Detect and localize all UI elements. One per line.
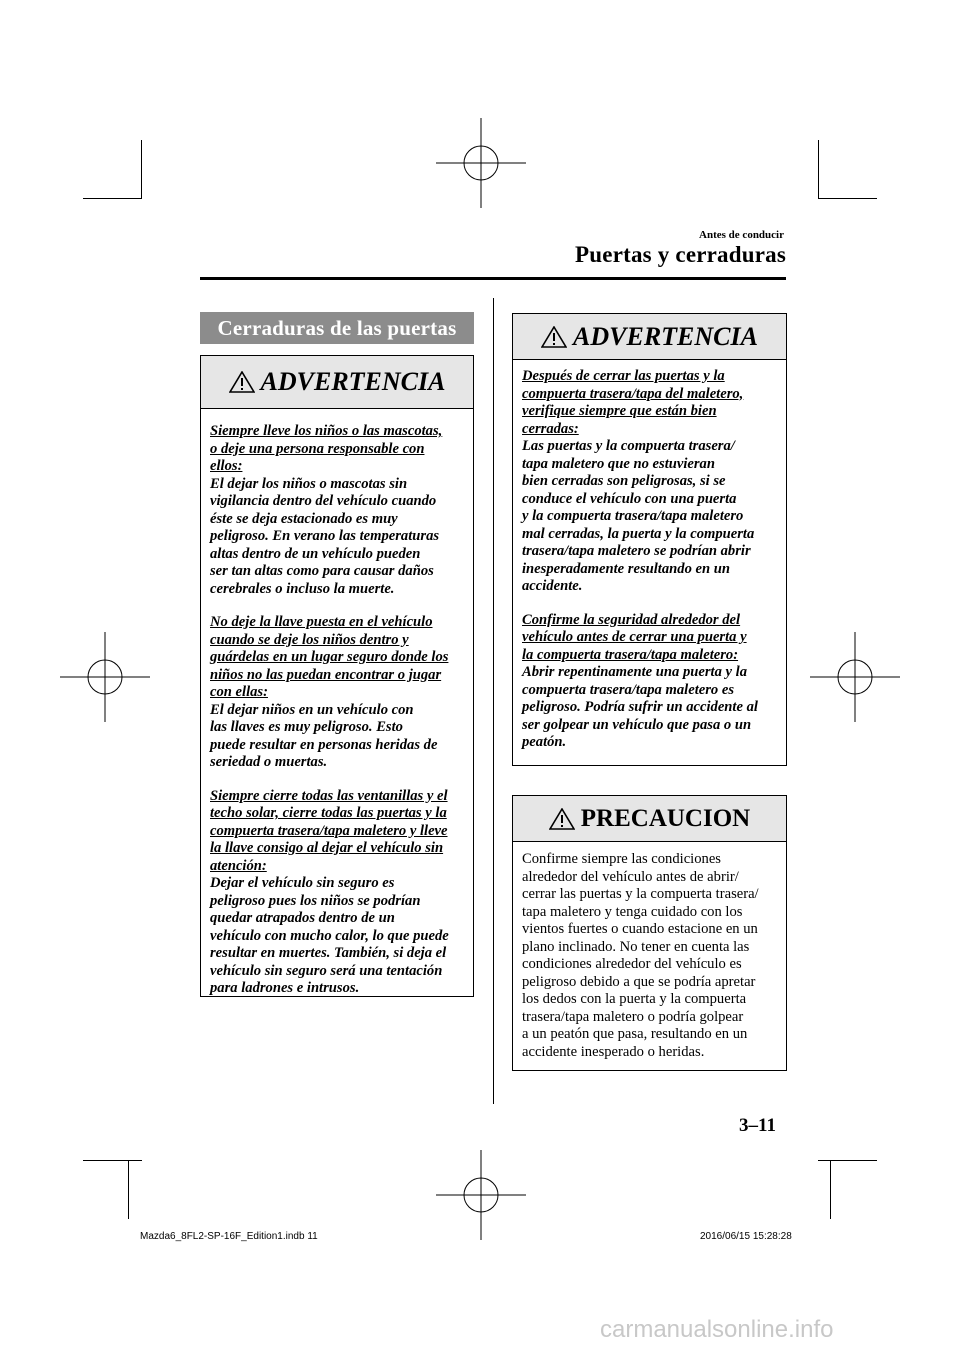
warning-subheading-line: niños no las puedan encontrar o jugar xyxy=(210,666,442,683)
warning-body-right xyxy=(513,360,786,752)
footer-filename: Mazda6_8FL2-SP-16F_Edition1.indb 11 xyxy=(140,1231,318,1242)
warning-text-line: ser tan altas como para causar daños xyxy=(210,563,434,579)
warning-text-line: mal cerradas, la puerta y la compuerta xyxy=(522,525,755,542)
warning-subheading-line: verifique siempre que están bien xyxy=(522,403,717,419)
warning-paragraph xyxy=(522,612,786,752)
caution-text-line: condiciones alrededor del vehículo es xyxy=(522,956,742,972)
warning-paragraph xyxy=(210,423,473,598)
warning-subheading-line: Siempre lleve los niños o las mascotas, xyxy=(210,423,443,439)
crop-mark xyxy=(141,140,142,199)
warning-subheading-line: cerradas: xyxy=(522,420,579,437)
warning-paragraph xyxy=(522,368,786,596)
caution-text-line: accidente inesperado o heridas. xyxy=(522,1043,705,1060)
page-number: 3–11 xyxy=(739,1115,776,1136)
warning-text-line: accidente. xyxy=(522,578,583,594)
warning-text-line: vehículo con mucho calor, lo que puede xyxy=(210,927,449,944)
column-divider xyxy=(493,298,494,1104)
caution-text-line: tapa maletero y tenga cuidado con los xyxy=(522,903,743,920)
warning-text-line: compuerta trasera/tapa maletero es xyxy=(522,681,735,698)
caution-text-line: a un peatón que pasa, resultando en un xyxy=(522,1026,748,1042)
warning-paragraph xyxy=(210,614,473,772)
registration-mark-icon xyxy=(436,1150,526,1240)
registration-mark-icon xyxy=(60,632,150,722)
warning-subheading-line: Siempre cierre todas las ventanillas y el xyxy=(210,787,448,804)
warning-heading: ADVERTENCIA xyxy=(573,321,758,351)
warning-subheading-line: Después de cerrar las puertas y la xyxy=(522,368,725,384)
warning-subheading-line: compuerta trasera/tapa del maletero, xyxy=(522,385,744,402)
warning-text-line: El dejar niños en un vehículo con xyxy=(210,701,414,718)
crop-mark xyxy=(83,198,142,199)
warning-text-line: altas dentro de un vehículo pueden xyxy=(210,545,421,562)
warning-subheading-line: No deje la llave puesta en el vehículo xyxy=(210,614,433,630)
warning-text-line: inesperadamente resultando en un xyxy=(522,560,730,577)
crop-mark xyxy=(128,1160,129,1219)
warning-text-line: Dejar el vehículo sin seguro es xyxy=(210,875,395,891)
crop-mark xyxy=(830,1160,831,1219)
warning-subheading-line: la compuerta trasera/tapa maletero: xyxy=(522,646,739,663)
warning-text-line: y la compuerta trasera/tapa maletero xyxy=(522,508,744,524)
warning-text-line: para ladrones e intrusos. xyxy=(210,980,360,996)
warning-text-line: El dejar los niños o mascotas sin xyxy=(210,475,408,492)
caution-box xyxy=(512,795,787,1071)
caution-body xyxy=(513,842,786,1061)
warning-subheading-line: vehículo antes de cerrar una puerta y xyxy=(522,629,747,645)
warning-text-line: Las puertas y la compuerta trasera/ xyxy=(522,438,735,454)
watermark: carmanualsonline.info xyxy=(600,1316,834,1343)
section-header: Puertas y cerraduras xyxy=(575,242,786,267)
chapter-label: Antes de conducir xyxy=(699,229,784,241)
warning-header xyxy=(513,314,786,360)
warning-subheading-line: atención: xyxy=(210,857,267,874)
warning-subheading-line: ellos: xyxy=(210,458,243,474)
caution-text-line: cerrar las puertas y la compuerta trasera/ xyxy=(522,886,759,902)
crop-mark xyxy=(83,1160,142,1161)
warning-text-line: peligroso. En verano las temperaturas xyxy=(210,528,440,544)
caution-text-line: trasera/tapa maletero o podría golpear xyxy=(522,1008,744,1025)
footer-datetime: 2016/06/15 15:28:28 xyxy=(700,1231,792,1242)
registration-mark-icon xyxy=(436,118,526,208)
warning-text-line: peligroso. Podría sufrir un accidente al xyxy=(522,699,758,715)
crop-mark xyxy=(818,1160,877,1161)
warning-text-line: peligroso pues los niños se podrían xyxy=(210,892,421,909)
warning-text-line: vehículo sin seguro será una tentación xyxy=(210,962,443,979)
warning-text-line: quedar atrapados dentro de un xyxy=(210,910,395,926)
warning-text-line: éste se deja estacionado es muy xyxy=(210,510,398,527)
caution-header xyxy=(513,796,786,842)
caution-text-line: peligroso debido a que se podría apretar xyxy=(522,973,756,990)
registration-mark-icon xyxy=(810,632,900,722)
warning-subheading-line: la llave consigo al dejar el vehículo sin xyxy=(210,840,444,856)
warning-text-line: las llaves es muy peligroso. Esto xyxy=(210,719,403,735)
warning-text-line: trasera/tapa maletero se podrían abrir xyxy=(522,543,751,559)
warning-text-line: resultar en muertes. También, si deja el xyxy=(210,945,447,961)
warning-body-left xyxy=(201,409,473,998)
section-title: Cerraduras de las puertas xyxy=(200,312,474,344)
warning-subheading-line: con ellas: xyxy=(210,684,268,700)
warning-subheading-line: o deje una persona responsable con xyxy=(210,440,425,457)
warning-text-line: ser golpear un vehículo que pasa o un xyxy=(522,716,752,733)
caution-text-line: plano inclinado. No tener en cuenta las xyxy=(522,938,750,955)
warning-text-line: cerebrales o incluso la muerte. xyxy=(210,580,395,597)
warning-text-line: vigilancia dentro del vehículo cuando xyxy=(210,493,437,509)
warning-paragraph xyxy=(210,788,473,998)
warning-box-right xyxy=(512,313,787,766)
caution-triangle-icon xyxy=(549,808,575,830)
caution-text-line: alrededor del vehículo antes de abrir/ xyxy=(522,868,739,885)
warning-subheading-line: compuerta trasera/tapa maletero y lleve xyxy=(210,822,448,839)
warning-triangle-icon xyxy=(229,371,255,393)
header-rule xyxy=(200,277,786,280)
warning-heading: ADVERTENCIA xyxy=(260,367,446,396)
warning-text-line: peatón. xyxy=(522,734,567,750)
warning-text-line: seriedad o muertas. xyxy=(210,754,328,770)
crop-mark xyxy=(818,198,877,199)
warning-text-line: Abrir repentinamente una puerta y la xyxy=(522,664,748,680)
warning-text-line: puede resultar en personas heridas de xyxy=(210,736,438,753)
warning-subheading-line: guárdelas en un lugar seguro donde los xyxy=(210,649,449,665)
caution-text-line: Confirme siempre las condiciones xyxy=(522,851,721,867)
warning-text-line: tapa maletero que no estuvieran xyxy=(522,455,715,472)
warning-subheading-line: cuando se deje los niños dentro y xyxy=(210,631,409,648)
warning-triangle-icon xyxy=(541,326,567,348)
warning-text-line: conduce el vehículo con una puerta xyxy=(522,490,737,507)
warning-text-line: bien cerradas son peligrosas, si se xyxy=(522,473,726,489)
warning-header xyxy=(201,356,473,409)
crop-mark xyxy=(818,140,819,199)
caution-text-line: los dedos con la puerta y la compuerta xyxy=(522,991,747,1007)
warning-box-left xyxy=(200,355,474,997)
warning-subheading-line: techo solar, cierre todas las puertas y la xyxy=(210,805,447,821)
caution-text-line: vientos fuertes o cuando estacione en un xyxy=(522,921,758,937)
warning-subheading-line: Confirme la seguridad alrededor del xyxy=(522,611,741,628)
caution-heading: PRECAUCION xyxy=(580,804,751,832)
